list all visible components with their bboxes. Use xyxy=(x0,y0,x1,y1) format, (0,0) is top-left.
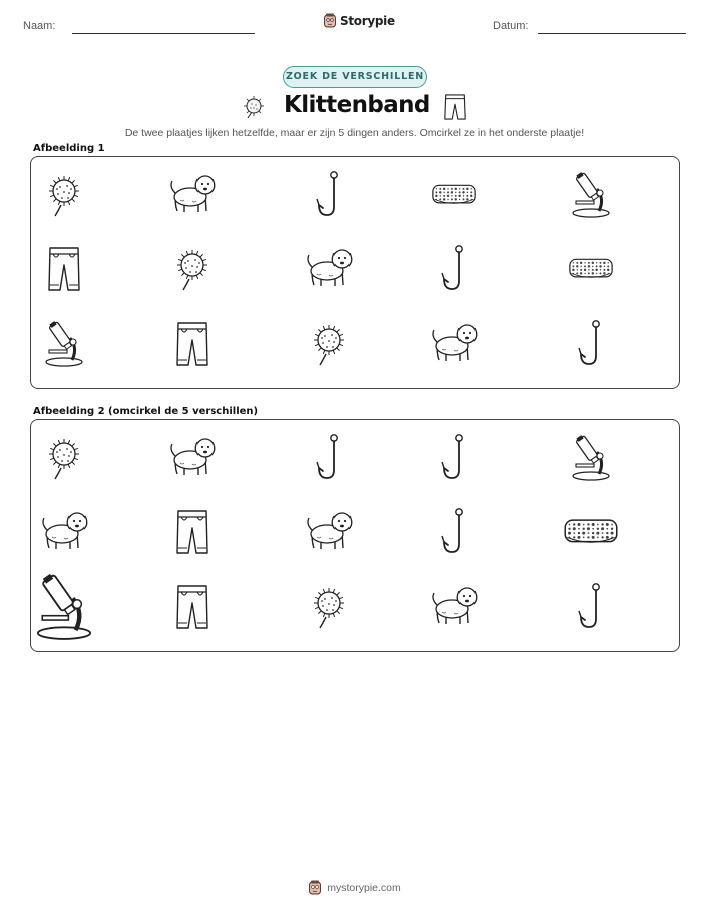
page-title: Klittenband xyxy=(284,92,430,118)
picture1-dog-icon xyxy=(137,165,247,225)
picture1-hook-icon xyxy=(399,239,509,299)
picture2-pants-icon[interactable] xyxy=(137,577,247,637)
brand-logo xyxy=(323,13,395,28)
picture2-dog-icon[interactable] xyxy=(137,428,247,488)
picture2-pants-icon[interactable] xyxy=(137,502,247,562)
picture2-hook-icon[interactable] xyxy=(399,428,509,488)
picture2-hook-icon[interactable] xyxy=(399,502,509,562)
instructions: De twee plaatjes lijken hetzelfde, maar er zijn 5 dingen anders. Omcirkel ze in het onderste plaatje! xyxy=(124,127,585,139)
picture2-burr-icon[interactable] xyxy=(9,428,119,488)
picture1-panel xyxy=(30,156,680,389)
activity-badge: ZOEK DE VERSCHILLEN xyxy=(283,66,427,88)
picture2-panel[interactable] xyxy=(30,419,680,652)
mascot-icon xyxy=(308,880,322,895)
footer-url[interactable]: mystorypie.com xyxy=(327,881,401,894)
picture1-dog-icon xyxy=(399,314,509,374)
pants-icon xyxy=(442,93,468,126)
mascot-icon xyxy=(323,13,337,28)
picture2-hook-icon[interactable] xyxy=(274,428,384,488)
picture1-dog-icon xyxy=(274,239,384,299)
picture1-burr-icon xyxy=(137,239,247,299)
name-label: Naam: xyxy=(23,20,56,32)
picture1-hook-icon xyxy=(274,165,384,225)
picture1-hook-icon xyxy=(536,314,646,374)
burr-icon xyxy=(243,93,265,124)
picture2-sponge-icon[interactable] xyxy=(536,502,646,562)
picture1-microscope-icon xyxy=(536,165,646,225)
picture2-burr-icon[interactable] xyxy=(274,577,384,637)
picture2-dog-icon[interactable] xyxy=(399,577,509,637)
picture1-pants-icon xyxy=(137,314,247,374)
footer xyxy=(0,880,709,895)
brand-name: Storypie xyxy=(340,13,395,28)
picture2-label: Afbeelding 2 (omcirkel de 5 verschillen) xyxy=(33,406,259,417)
picture1-pants-icon xyxy=(9,239,119,299)
picture2-microscope-icon[interactable] xyxy=(9,577,119,637)
picture1-sponge-icon xyxy=(536,239,646,299)
picture2-dog-icon[interactable] xyxy=(274,502,384,562)
picture1-burr-icon xyxy=(9,165,119,225)
name-line[interactable] xyxy=(72,33,255,34)
picture2-hook-icon[interactable] xyxy=(536,577,646,637)
date-label: Datum: xyxy=(493,20,529,32)
picture1-microscope-icon xyxy=(9,314,119,374)
picture1-sponge-icon xyxy=(399,165,509,225)
picture2-dog-icon[interactable] xyxy=(9,502,119,562)
picture2-microscope-icon[interactable] xyxy=(536,428,646,488)
picture1-burr-icon xyxy=(274,314,384,374)
picture1-label: Afbeelding 1 xyxy=(33,143,105,154)
date-line[interactable] xyxy=(538,33,686,34)
